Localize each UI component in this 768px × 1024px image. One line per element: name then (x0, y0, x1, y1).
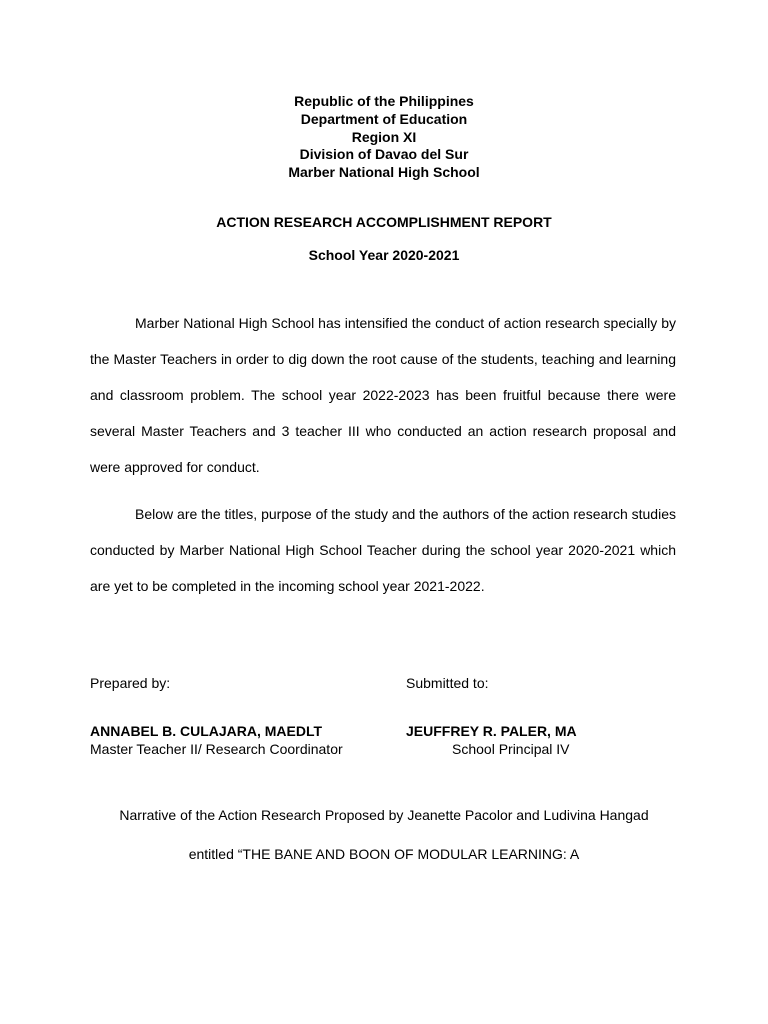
recipient-title: School Principal IV (452, 741, 570, 757)
preparer-title: Master Teacher II/ Research Coordinator (90, 741, 343, 757)
body-paragraph-1: Marber National High School has intensified the conduct of action research specially by the Master Teachers in order to dig down the root cause of the students, teaching and learning and classroom problem. The school year 2022-2023 has been fruitful because there were several Master Teachers and 3 teacher III who conducted an action research proposal and were approved for conduct. (90, 315, 676, 475)
report-title: ACTION RESEARCH ACCOMPLISHMENT REPORT (216, 214, 552, 230)
narrative-line-2: entitled “THE BANE AND BOON OF MODULAR LEARNING: A (188, 846, 580, 862)
letterhead (0, 93, 768, 182)
submitted-to-label: Submitted to: (406, 675, 489, 691)
letterhead-school: Marber National High School (288, 164, 480, 181)
letterhead-department: Department of Education (300, 110, 468, 127)
preparer-name: ANNABEL B. CULAJARA, MAEDLT (90, 723, 323, 739)
letterhead-country: Republic of the Philippines (294, 93, 474, 109)
letterhead-division: Division of Davao del Sur (299, 146, 469, 163)
narrative-line-1: Narrative of the Action Research Proposed by Jeanette Pacolor and Ludivina Hangad (119, 807, 649, 823)
body-paragraph-2: Below are the titles, purpose of the study and the authors of the action research studies conducted by Marber National High School Teacher during the school year 2020-2021 which are yet to be completed in the incoming school year 2021-2022. (90, 506, 676, 594)
recipient-name: JEUFFREY R. PALER, MA (406, 723, 577, 739)
prepared-by-label: Prepared by: (90, 675, 171, 691)
school-year: School Year 2020-2021 (308, 247, 460, 263)
letterhead-region: Region XI (351, 128, 417, 145)
